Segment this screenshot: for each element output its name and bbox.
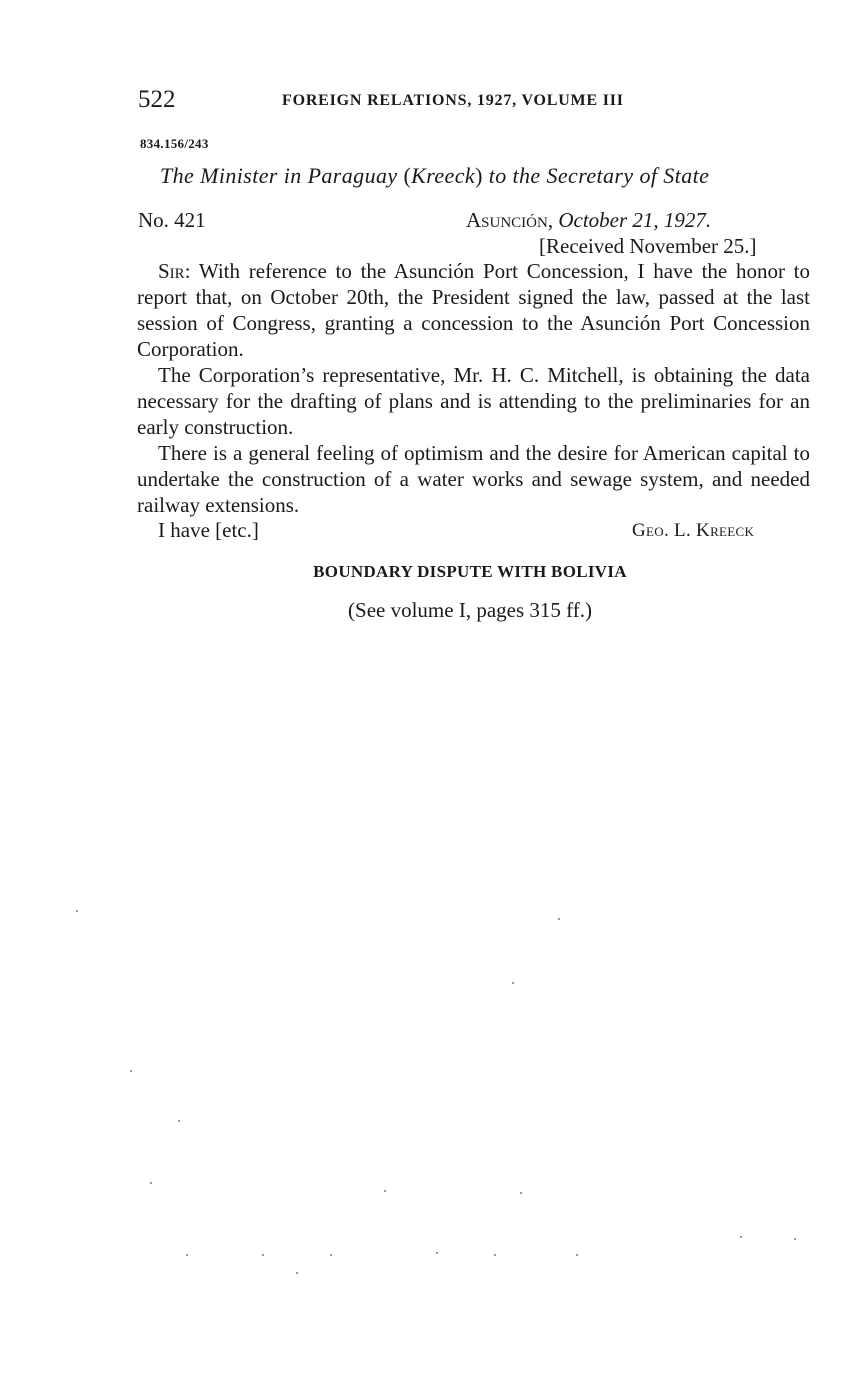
received-note: [Received November 25.] (539, 234, 757, 258)
running-head: FOREIGN RELATIONS, 1927, VOLUME III (282, 92, 624, 109)
page-number: 522 (138, 86, 176, 113)
scan-speck (330, 1254, 332, 1256)
signature: Geo. L. Kreeck (632, 520, 755, 541)
heading-paren-open: ( (403, 163, 412, 188)
scan-speck (262, 1254, 264, 1256)
place-and-date: Asunción, October 21, 1927. (466, 208, 712, 232)
heading-sender-name: Kreeck (411, 163, 476, 188)
salutation: Sir (158, 259, 185, 283)
document-heading (160, 163, 709, 189)
scan-speck (130, 1070, 132, 1072)
scan-speck (558, 918, 560, 920)
section-title: BOUNDARY DISPUTE WITH BOLIVIA (313, 562, 627, 581)
scan-speck (576, 1254, 578, 1256)
paragraph-3: There is a general feeling of optimism and the desire for American capital to undertake the construction of a water works and sewage system, and needed railway extensions. (137, 441, 810, 517)
scan-speck (512, 982, 514, 984)
closing: I have [etc.] (158, 518, 259, 542)
scan-speck (494, 1254, 496, 1256)
scan-speck (436, 1252, 438, 1254)
scan-speck (296, 1272, 298, 1274)
scan-speck (794, 1238, 796, 1240)
file-number: 834.156/243 (140, 136, 209, 151)
scan-speck (178, 1120, 180, 1122)
paragraph-1 (137, 258, 810, 362)
letter-body (137, 258, 810, 518)
scan-speck (520, 1192, 522, 1194)
cross-reference: (See volume I, pages 315 ff.) (348, 598, 592, 622)
paragraph-2: The Corporation’s representative, Mr. H. C. Mitchell, is obtaining the data necessary for the drafting of plans and is attending to the preliminaries for an early construction. (137, 363, 810, 439)
scan-speck (150, 1182, 152, 1184)
heading-text: The Minister in Paraguay (160, 163, 404, 188)
place: Asunción (466, 208, 548, 232)
document-number: No. 421 (138, 208, 206, 232)
scan-speck (76, 910, 78, 912)
date: October 21, 1927. (558, 208, 712, 232)
heading-paren-close: ) (475, 163, 483, 188)
scan-speck (384, 1190, 386, 1192)
heading-recipient: to the Secretary of State (482, 163, 710, 188)
paragraph-1-text: : With reference to the Asunción Port Concession, I have the honor to report that, on October 20th, the President signed the law, passed at the last session of Congress, granting a concession to the Asunción Port Concession Corporation. (137, 259, 810, 361)
scan-speck (186, 1254, 188, 1256)
scan-speck (740, 1236, 742, 1238)
